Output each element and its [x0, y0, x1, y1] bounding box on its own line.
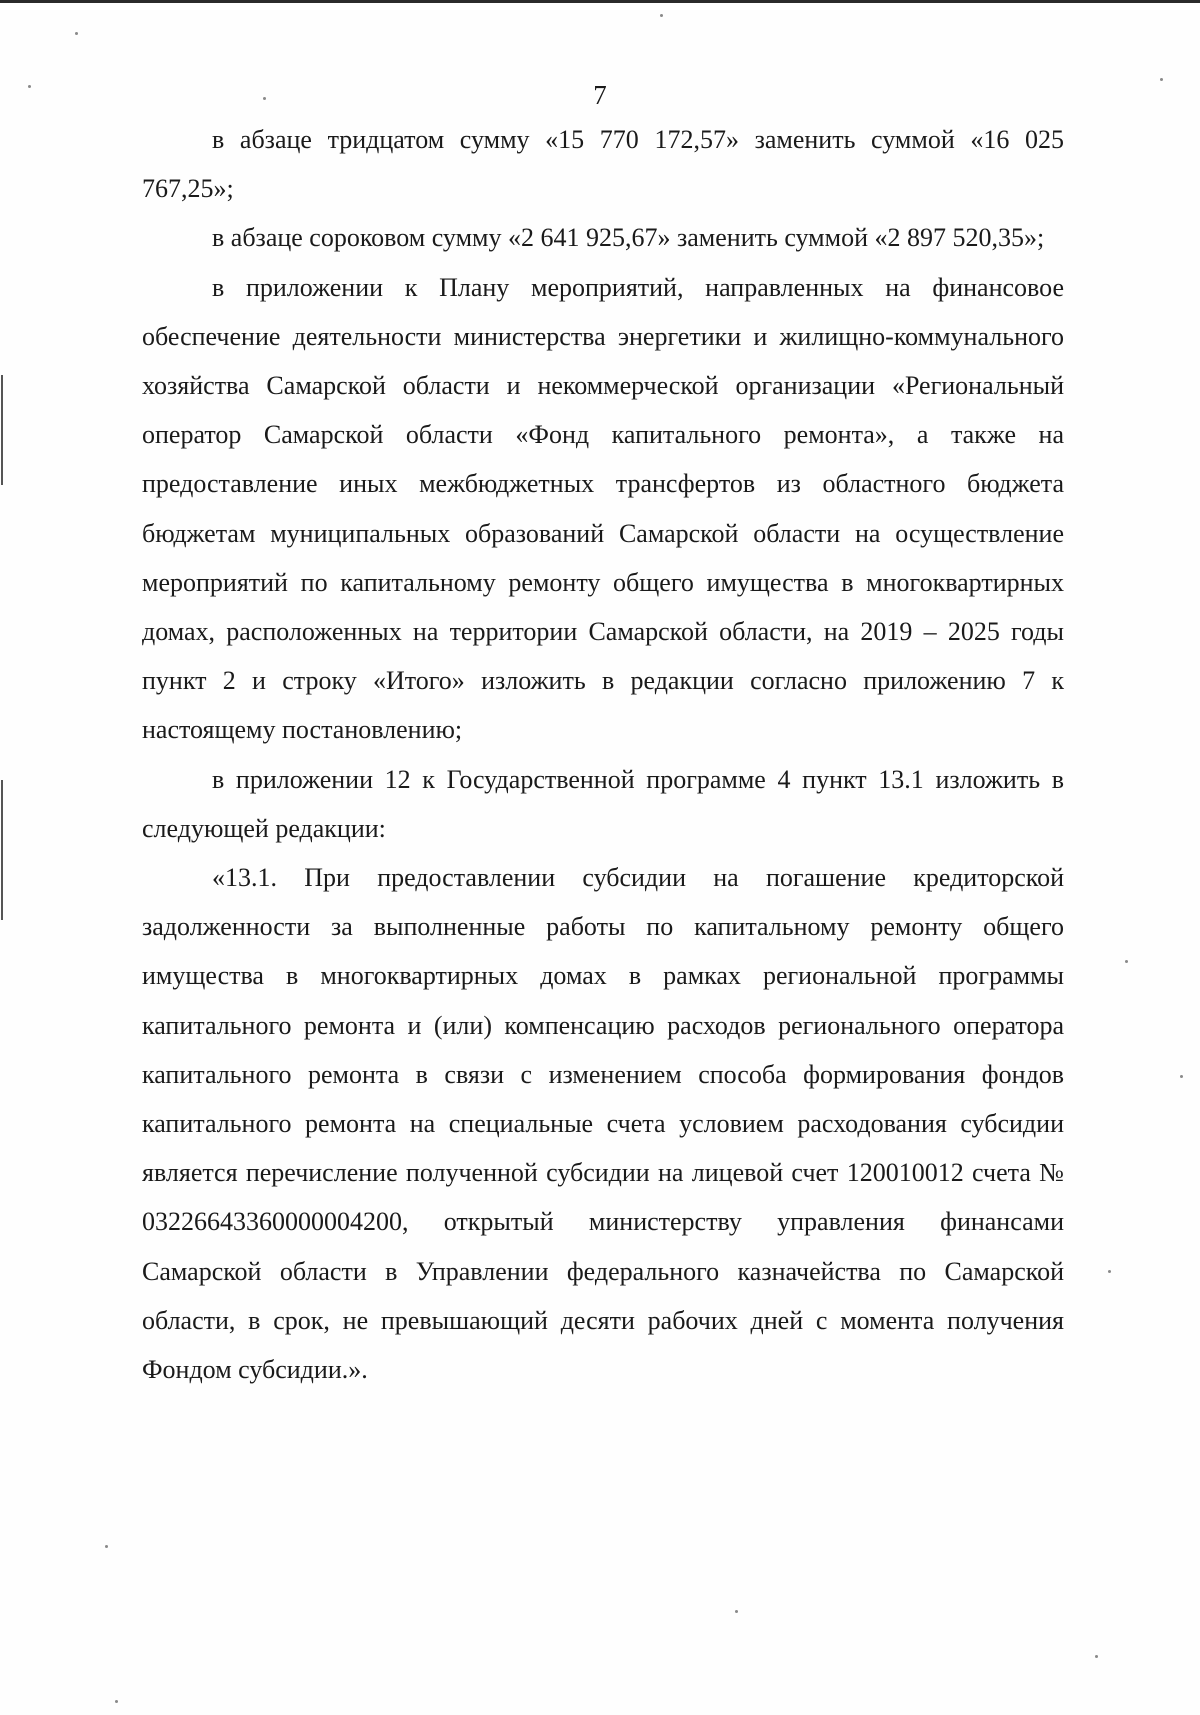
page-number: 7: [593, 80, 607, 110]
scan-speck: [660, 14, 663, 17]
scan-speck: [1095, 1655, 1098, 1658]
scan-margin-mark: [1, 375, 3, 485]
document-body: [142, 115, 1064, 1394]
scan-speck: [735, 1610, 738, 1613]
paragraph-abzats-30: в абзаце тридцатом сумму «15 770 172,57» заменить суммой «16 025 767,25»;: [142, 125, 1064, 204]
paragraph-abzats-40: в абзаце сороковом сумму «2 641 925,67» заменить суммой «2 897 520,35»;: [212, 223, 1045, 253]
paragraph-plan-appendix: в приложении к Плану мероприятий, направленных на финансовое обеспечение деятельности министерства энергетики и жилищно-коммунального хозяйства Самарской области и некоммерческой организации «Региональный оператор Самарской области «Фонд капитального ремонта», а также на предоставление иных межбюджетных трансфертов из областного бюджета бюджетам муниципальных образований Самарской области на осуществление мероприятий по капитальному ремонту общего имущества в многоквартирных домах, расположенных на территории Самарской области, на 2019 – 2025 годы пункт 2 и строку «Итого» изложить в редакции согласно приложению 7 к настоящему постановлению;: [142, 272, 1064, 745]
scan-speck: [1180, 1075, 1183, 1078]
paragraph-appendix-12: в приложении 12 к Государственной программе 4 пункт 13.1 изложить в следующей редакции:: [142, 764, 1064, 843]
scan-top-edge: [0, 0, 1200, 3]
scan-speck: [1108, 1270, 1111, 1273]
scan-margin-mark: [1, 780, 3, 920]
paragraph-clause-13-1: «13.1. При предоставлении субсидии на погашение кредиторской задолженности за выполненные работы по капитальному ремонту общего имущества в многоквартирных домах в рамках региональной программы капитального ремонта и (или) компенсацию расходов регионального оператора капитального ремонта в связи с изменением способа формирования фондов капитального ремонта на специальные счета условием расходования субсидии является перечисление полученной субсидии на лицевой счет 120010012 счета № 03226643360000004200, открытый министерству управления финансами Самарской области в Управлении федерального казначейства по Самарской области, в срок, не превышающий десяти рабочих дней с момента получения Фондом субсидии.».: [142, 863, 1064, 1385]
scan-speck: [105, 1545, 108, 1548]
scan-speck: [75, 32, 78, 35]
scan-speck: [1125, 960, 1128, 963]
scan-speck: [115, 1700, 118, 1703]
